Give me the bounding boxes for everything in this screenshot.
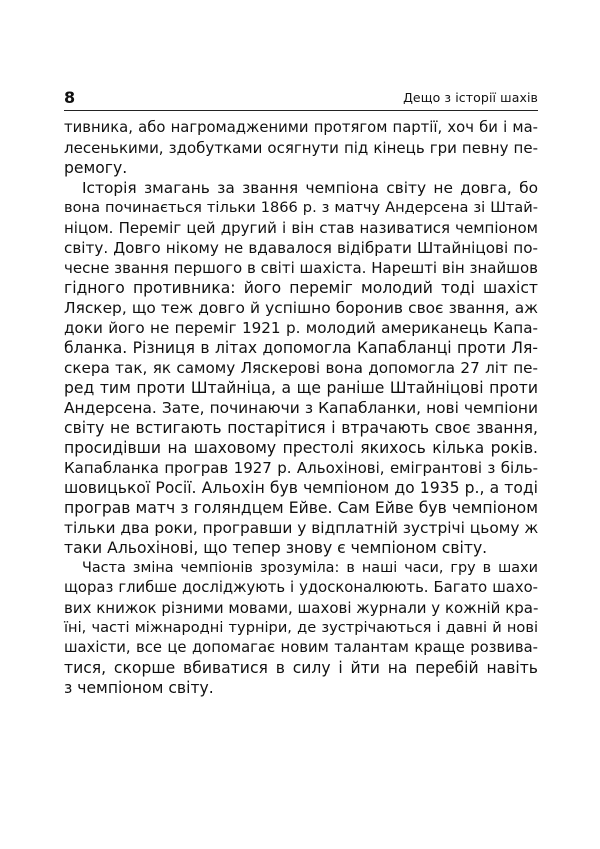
- page-header: [64, 88, 538, 110]
- text-line: ремогу.: [64, 159, 128, 177]
- running-title: Дещо з історії шахів: [403, 90, 538, 105]
- text-line: тися, скорше вбиватися в силу і йти на перебій навіть: [64, 659, 538, 677]
- page-number: 8: [64, 88, 76, 107]
- text-line: щораз глибше досліджують і удосконалюють. Багато шахо-: [64, 579, 538, 596]
- text-line: чесне звання першого в світі шахіста. Нарешті він знайшов: [64, 259, 538, 277]
- paragraph: [64, 558, 538, 698]
- text-line: скера так, як самому Ляскерові вона допомогла 27 літ пе-: [64, 359, 538, 377]
- header-rule: [64, 110, 538, 111]
- text-line: з чемпіоном світу.: [64, 679, 214, 697]
- text-line: лесенькими, здобутками осягнути під кінець гри певну пе-: [64, 139, 538, 157]
- text-line: доки його не переміг 1921 р. молодий американець Капа-: [64, 319, 538, 337]
- text-line: Капабланка програв 1927 р. Альохінові, емігрантові з біль-: [64, 459, 538, 477]
- text-line: Ляскер, що теж довго й успішно боронив своє звання, аж: [64, 299, 538, 317]
- text-line: програв матч з голяндцем Ейве. Сам Ейве був чемпіоном: [64, 499, 538, 517]
- text-line: гідного противника: його переміг молодий тоді шахіст: [64, 279, 538, 297]
- text-line: світу не встигають постарітися і втрачають своє звання,: [64, 419, 538, 437]
- body-text: [64, 118, 538, 698]
- text-line: просидівши на шаховому престолі якихось кілька років.: [64, 439, 538, 457]
- text-line: таки Альохінові, що тепер знову є чемпіоном світу.: [64, 539, 488, 557]
- text-line: Історія змагань за звання чемпіона світу не довга, бо: [82, 179, 538, 197]
- text-line: вона починається тільки 1866 р. з матчу Андерсена зі Штай-: [64, 199, 538, 216]
- paragraph: [64, 118, 538, 178]
- text-line: світу. Довго нікому не вдавалося відібрати Штайніцові по-: [64, 239, 538, 257]
- text-line: вих книжок різними мовами, шахові журнали у кожній кра-: [64, 599, 539, 617]
- text-line: тивника, або нагромадженими протягом партії, хоч би і ма-: [64, 119, 538, 136]
- text-line: Андерсена. Зате, починаючи з Капабланки, нові чемпіони: [64, 399, 538, 417]
- text-line: шовицької Росії. Альохін був чемпіоном до 1935 р., а тоді: [64, 479, 538, 497]
- text-line: тільки два роки, програвши у відплатній зустрічі цьому ж: [64, 519, 539, 537]
- text-line: ніцом. Переміг цей другий і він став називатися чемпіоном: [64, 219, 538, 237]
- text-line: Часта зміна чемпіонів зрозуміла: в наші часи, гру в шахи: [82, 560, 538, 576]
- text-line: бланка. Різниця в літах допомогла Капабланці проти Ля-: [64, 339, 538, 357]
- paragraph: [64, 178, 538, 558]
- text-line: їні, часті міжнародні турніри, де зустрічаються і давні й нові: [64, 619, 538, 636]
- text-line: шахісти, все це допомагає новим талантам краще розвива-: [64, 639, 538, 656]
- text-line: ред тим проти Штайніца, а ще раніше Штайніцові проти: [64, 379, 538, 397]
